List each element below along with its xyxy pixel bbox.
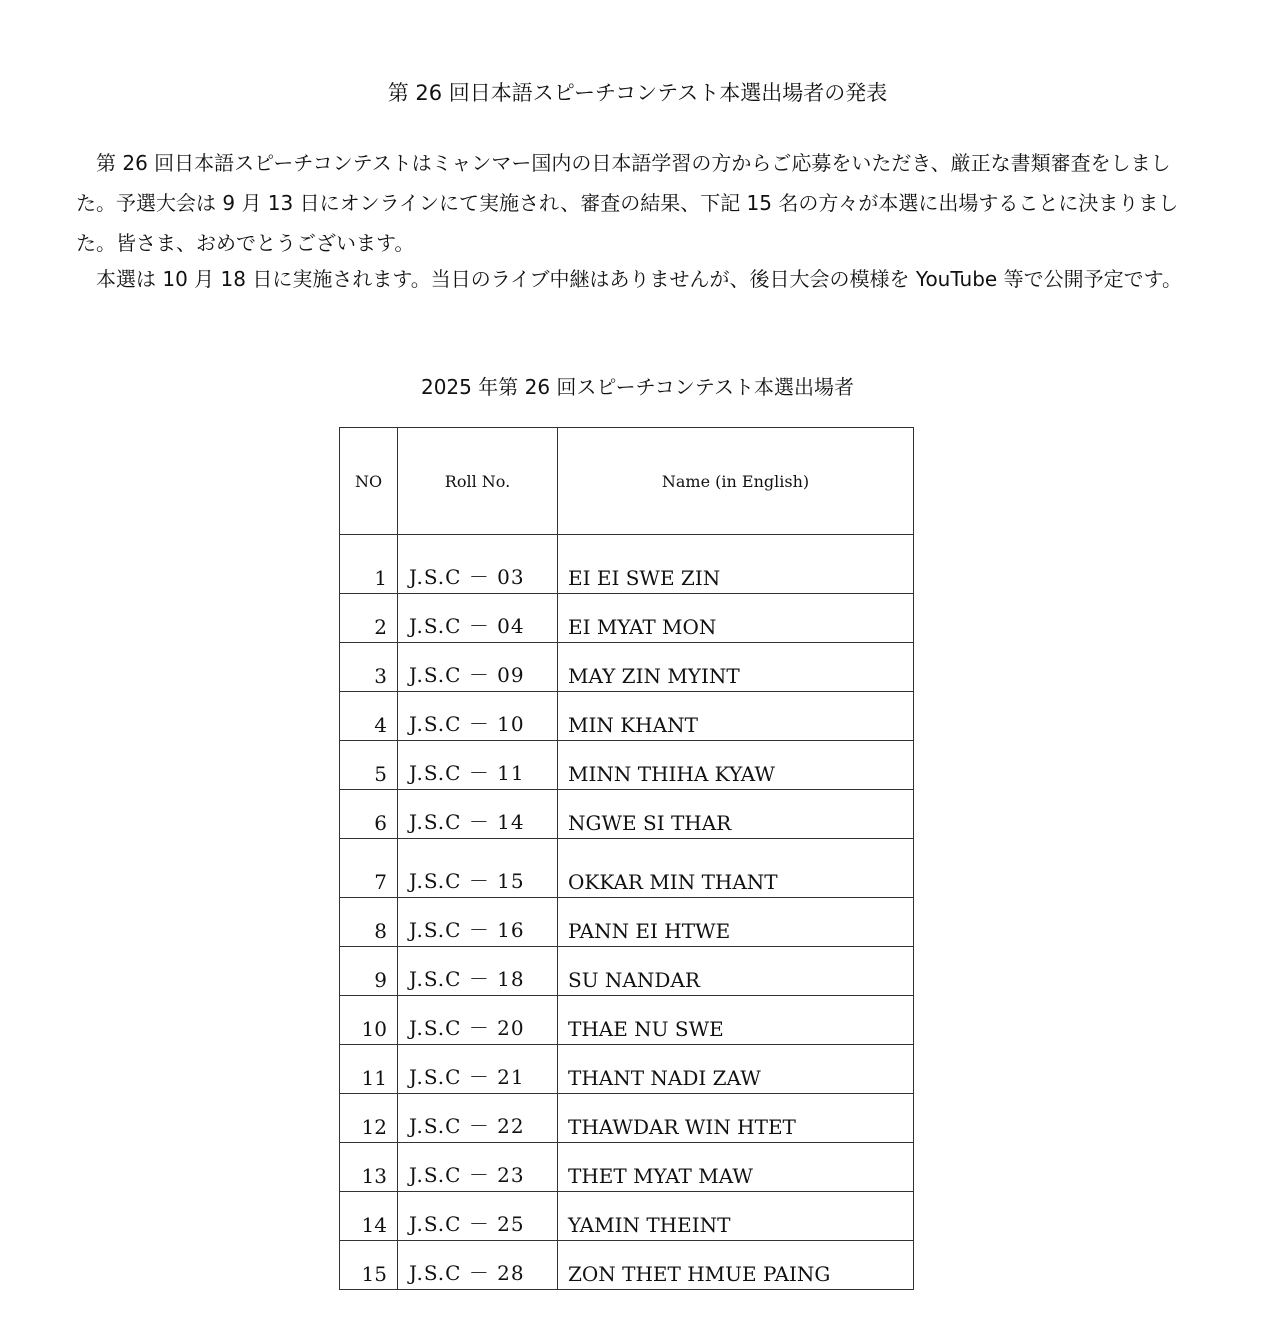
roll-number: J.S.C － 09 (398, 643, 558, 692)
row-number: 12 (340, 1094, 398, 1143)
contestant-name: YAMIN THEINT (558, 1192, 914, 1241)
row-number: 3 (340, 643, 398, 692)
contestant-name: THET MYAT MAW (558, 1143, 914, 1192)
table-row (340, 1192, 914, 1241)
row-number: 14 (340, 1192, 398, 1241)
row-number: 9 (340, 947, 398, 996)
header-no: NO (340, 428, 398, 535)
table-row (340, 947, 914, 996)
contestant-name: THAE NU SWE (558, 996, 914, 1045)
row-number: 8 (340, 898, 398, 947)
row-number: 4 (340, 692, 398, 741)
contestant-name: SU NANDAR (558, 947, 914, 996)
contestant-name: THANT NADI ZAW (558, 1045, 914, 1094)
row-number: 15 (340, 1241, 398, 1290)
row-number: 5 (340, 741, 398, 790)
contestant-name: NGWE SI THAR (558, 790, 914, 839)
table-row (340, 898, 914, 947)
table-row (340, 594, 914, 643)
table-row (340, 692, 914, 741)
roll-number: J.S.C － 20 (398, 996, 558, 1045)
contestant-name: THAWDAR WIN HTET (558, 1094, 914, 1143)
roll-number: J.S.C － 28 (398, 1241, 558, 1290)
schedule-paragraph: 本選は 10 月 18 日に実施されます。当日のライブ中継はありませんが、後日大会の模様を YouTube 等で公開予定です。 (76, 267, 1182, 291)
contestant-name: PANN EI HTWE (558, 898, 914, 947)
contestant-name: OKKAR MIN THANT (558, 839, 914, 898)
contestant-name: ZON THET HMUE PAING (558, 1241, 914, 1290)
document-title: 第 26 回日本語スピーチコンテスト本選出場者の発表 (387, 81, 888, 105)
table-row (340, 1143, 914, 1192)
roll-number: J.S.C － 22 (398, 1094, 558, 1143)
row-number: 7 (340, 839, 398, 898)
contestant-name: MINN THIHA KYAW (558, 741, 914, 790)
header-name: Name (in English) (558, 428, 914, 535)
row-number: 6 (340, 790, 398, 839)
roll-number: J.S.C － 10 (398, 692, 558, 741)
contestant-name: EI EI SWE ZIN (558, 535, 914, 594)
roll-number: J.S.C － 15 (398, 839, 558, 898)
row-number: 13 (340, 1143, 398, 1192)
table-row (340, 741, 914, 790)
header-roll-no: Roll No. (398, 428, 558, 535)
roll-number: J.S.C － 21 (398, 1045, 558, 1094)
row-number: 11 (340, 1045, 398, 1094)
table-row (340, 790, 914, 839)
table-row (340, 643, 914, 692)
roll-number: J.S.C － 23 (398, 1143, 558, 1192)
table-row (340, 1094, 914, 1143)
contestant-name: MIN KHANT (558, 692, 914, 741)
intro-paragraph: 第 26 回日本語スピーチコンテストはミャンマー国内の日本語学習の方からご応募をいただき、厳正な書類審査をしました。予選大会は 9 月 13 日にオンラインにて実施され、審査の結果、下記 15 名の方々が本選に出場することに決まりました。皆さま、おめでとうございます。 (76, 151, 1179, 255)
table-row (340, 839, 914, 898)
roll-number: J.S.C － 11 (398, 741, 558, 790)
row-number: 10 (340, 996, 398, 1045)
roll-number: J.S.C － 16 (398, 898, 558, 947)
roll-number: J.S.C － 18 (398, 947, 558, 996)
row-number: 1 (340, 535, 398, 594)
roll-number: J.S.C － 14 (398, 790, 558, 839)
roll-number: J.S.C － 04 (398, 594, 558, 643)
table-header-row (340, 428, 914, 535)
contestant-name: MAY ZIN MYINT (558, 643, 914, 692)
row-number: 2 (340, 594, 398, 643)
finalists-table (339, 427, 914, 1290)
table-caption: 2025 年第 26 回スピーチコンテスト本選出場者 (420, 375, 855, 399)
table-row (340, 996, 914, 1045)
table-row (340, 1241, 914, 1290)
contestant-name: EI MYAT MON (558, 594, 914, 643)
table-row (340, 535, 914, 594)
roll-number: J.S.C － 03 (398, 535, 558, 594)
table-row (340, 1045, 914, 1094)
roll-number: J.S.C － 25 (398, 1192, 558, 1241)
